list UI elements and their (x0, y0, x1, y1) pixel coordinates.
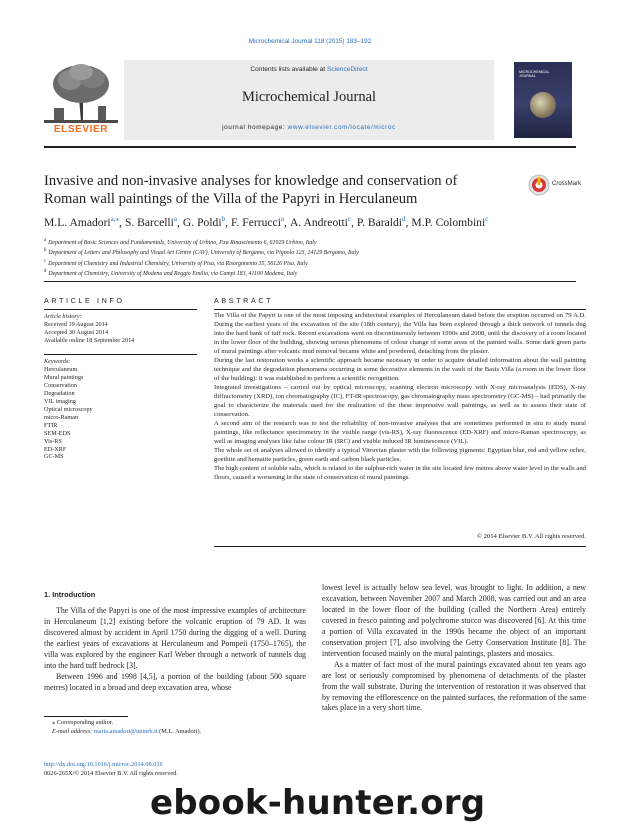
paper-title-line-2: Roman wall paintings of the Villa of the Papyri in Herculaneum (44, 191, 418, 207)
keyword: Conservation (44, 381, 77, 389)
author-name[interactable]: A. Andreotti (289, 215, 348, 229)
author-affiliation-marker[interactable]: c (347, 215, 352, 223)
author[interactable] (44, 216, 119, 229)
elsevier-wordmark: ELSEVIER (53, 124, 109, 135)
body-column-left (44, 606, 306, 694)
watermark: ebook-hunter.org (150, 783, 486, 823)
keywords-divider (44, 354, 197, 355)
author-affiliation-marker[interactable]: d (402, 215, 406, 223)
paper-title-line-1: Invasive and non-invasive analyses for knowledge and conservation of (44, 173, 458, 189)
keyword: GC-MS (44, 453, 64, 461)
paper-title (44, 172, 504, 208)
journal-cover-thumbnail[interactable] (514, 62, 572, 138)
author-email-link[interactable]: maria.amadori@uniurb.it (93, 727, 158, 735)
author-name[interactable]: M.L. Amadori (44, 215, 111, 229)
author[interactable] (290, 216, 351, 229)
crossmark-badge[interactable] (528, 174, 586, 196)
author[interactable] (357, 216, 406, 229)
history-online: Available online 18 September 2014 (44, 337, 135, 345)
history-accepted: Accepted 30 August 2014 (44, 329, 109, 337)
abstract-copyright: © 2014 Elsevier B.V. All rights reserved. (476, 533, 586, 540)
abstract-paragraph: A second aim of the research was to test the reliability of non-invasive analyses that are sometimes performed in situ to study mural paintings, like reflectance spectrometry in the visible range (vis-RS), X-ray fluorescence (ED-XRF) and micro-Raman spectroscopy, as well as imaging analyses like false colour IR (IRC) and visible induced IR luminescence (VIL). (214, 419, 586, 445)
body-paragraph: The Villa of the Papyri is one of the most impressive examples of architecture in Herculaneum [1,2] existing before the volcanic eruption of 79 AD. It was discovered almost by accident in April 1750 during the digging of a well. During the earliest years of excavations at Herculaneum and Pompeii (1750–1765), the villa was explored by the engineer Karl Weber through a network of tunnels dug into the hard tuff bedrock [3]. (44, 606, 306, 670)
author-name[interactable]: S. Barcelli (124, 215, 174, 229)
affiliation (44, 237, 584, 247)
section-heading-introduction: 1. Introduction (44, 590, 96, 599)
affiliation-text: Department of Chemistry and Industrial Chemistry, University of Pisa, via Risorgimento 35, 56126 Pisa, Italy (48, 260, 308, 267)
author[interactable] (231, 216, 284, 229)
keywords-label: Keywords: (44, 358, 71, 365)
keyword: SEM-EDS (44, 429, 71, 437)
author[interactable] (125, 216, 177, 229)
footnote-email-suffix: (M.L. Amadori). (157, 727, 202, 735)
footnote-marker: ⁎ (52, 719, 56, 726)
affiliation-key: a (44, 238, 47, 243)
author-name[interactable]: P. Baraldi (356, 215, 403, 229)
body-column-right (322, 583, 586, 714)
sciencedirect-link[interactable]: ScienceDirect (326, 66, 368, 73)
contents-available-line: Contents lists available at ScienceDirect (250, 66, 368, 73)
journal-homepage-link[interactable]: www.elsevier.com/locate/microc (287, 124, 396, 131)
affiliation-text: Department of Chemistry, University of Modena and Reggio Emilia, via Campi 183, 41100 Modena, Italy (48, 271, 298, 278)
affiliation (44, 247, 584, 257)
body-paragraph: As a matter of fact most of the mural paintings excavated about ten years ago are lost or seriously compromised by phenomena of detachments of the plaster from the wall substrate. During the intervention of restoration it was observed that by removing the efflorescence on the painted surfaces, the reformation of the same takes place in a very short time. (322, 659, 586, 713)
issn-copyright-line: 0026-265X/© 2014 Elsevier B.V. All rights reserved. (44, 770, 178, 777)
body-paragraph: Between 1996 and 1998 [4,5], a portion of the building (about 500 square metres) located in a broad and deep excavation area, whose (44, 671, 306, 692)
keyword: ED-XRF (44, 445, 67, 453)
abstract-paragraph: During the last restoration works a scientific approach became necessary in order to acquire detailed information about the wall painting technique and the degradation phenomena occurring in some decorative elements in the vault of the Basis Villa (a room in the lower floor of the building): it was established to perform a scientific recognition. (214, 356, 586, 382)
article-info-divider (44, 309, 197, 310)
keyword: VIL imaging (44, 397, 76, 405)
corresponding-author-footnote (52, 719, 201, 736)
journal-homepage-line: journal homepage: www.elsevier.com/locate/microc (222, 124, 396, 131)
author-affiliation-marker[interactable]: a (173, 215, 177, 223)
affiliation-key: b (44, 248, 47, 254)
history-received: Received 19 August 2014 (44, 321, 108, 328)
affiliation-list (44, 237, 584, 279)
keywords-list (44, 366, 93, 461)
footnote-corresponding: Corresponding author. (56, 719, 114, 726)
doi-link[interactable]: http://dx.doi.org/10.1016/j.microc.2014.08.016 (44, 761, 163, 768)
abstract-heading: ABSTRACT (214, 296, 274, 305)
author-affiliation-marker[interactable]: c (485, 215, 489, 223)
author-name[interactable]: F. Ferrucci (230, 215, 281, 229)
author-affiliation-marker[interactable]: b (221, 215, 226, 223)
body-paragraph: lowest level is actually below sea level, was brought to light. In addition, a new excavation, between November 2007 and March 2008, was carried out and an area located in the lower floor of the building (called the Northern Area) entirely covered in fresco painting and polychrome stucco was discovered [6]. At this time a portion of Villa excavated in the 1990s became the object of an important conservation project [7], also involving the Getty Conservation Institute [8]. The intervention focused mainly on the mural paintings, plasters and mosaics. (322, 583, 586, 658)
abstract-body (214, 312, 586, 483)
affiliation (44, 258, 584, 268)
author[interactable] (411, 216, 488, 229)
crossmark-icon (528, 174, 550, 196)
journal-title: Microchemical Journal (241, 89, 377, 105)
keyword: Mural paintings (44, 373, 84, 381)
affiliation-key: d (44, 269, 47, 275)
author-name[interactable]: M.P. Colombini (411, 215, 486, 229)
footnote-email-label: E-mail address: (52, 727, 94, 735)
affiliation-key: c (44, 258, 47, 264)
article-history (44, 321, 134, 346)
abstract-paragraph: The whole set of analyses allowed to identify a typical Vitruvian plaster with the following pigments: Egyptian blue, red and yellow ochre, goethite and hematite particles, green earth and carbon black particles. (214, 446, 586, 463)
journal-masthead (124, 60, 494, 140)
cover-image (530, 92, 556, 118)
crossmark-label: CrossMark (552, 181, 582, 187)
author-list: M.L. Amadori$^{a,⁎}$, S. Barcelli$^a$, G. Poldi$^b$, F. Ferrucci$^a$, A. Andreotti$^c$, P. Baraldi$^d$, M.P. Colombini$^c$ (44, 215, 489, 229)
abstract-end-divider (214, 546, 586, 547)
keyword: Degradation (44, 389, 75, 397)
author-affiliation-marker[interactable]: a (280, 215, 285, 223)
affiliation (44, 268, 584, 278)
keyword: Herculaneum (44, 366, 78, 373)
abstract-paragraph: Integrated investigations – carried out by optical microscopy, scanning electron microscopy with X-ray microanalysis (EDS), X-ray diffractometry (XRD), ion chromatography (IC), FT-IR spectroscopy, gas chromatography mass spectrometry (GC-MS) – had primarily the goal to characterize the materials used for the realization of the these impressive wall paintings, as well as to assess their state of conservation. (214, 383, 586, 418)
keyword: micro-Raman (44, 413, 79, 421)
author[interactable] (183, 216, 225, 229)
keyword: Optical microscopy (44, 405, 93, 413)
keyword: FTIR (44, 421, 58, 429)
journal-header (44, 60, 576, 140)
author-affiliation-marker[interactable]: a,⁎ (110, 215, 120, 223)
journal-citation[interactable]: Microchemical Journal 118 (2015) 183–192 (248, 38, 372, 45)
footnote-divider (44, 716, 128, 717)
cover-title: MICROCHEMICAL JOURNAL (519, 70, 550, 79)
keyword: Vis-RS (44, 437, 62, 445)
article-info-heading: ARTICLE INFO (44, 296, 125, 305)
affiliation-text: Department of Letters and Philosophy and Visual Art Centre (CAV), University of Bergamo, via Pignolo 123, 24129 Bergamo, Italy (48, 250, 359, 257)
header-divider (44, 146, 576, 148)
abstract-paragraph: The high content of soluble salts, which is related to the sulphur-rich water in the site located few metres above water level in the walls and floors, caused a worsening in the state of conservation of mural paintings. (214, 464, 586, 481)
affiliation-text: Department of Basic Sciences and Fundamentals, University of Urbino, P.za Rinascimento 6, 61029 Urbino, Italy (48, 239, 317, 246)
abstract-divider (214, 309, 586, 310)
article-history-label: Article history: (44, 313, 82, 320)
abstract-paragraph: The Villa of the Papyri is one of the most imposing architectural examples of Herculaneum dated before the eruption occurred on 79 A.D. During the earliest years of the excavation of the site (18th century), the Villa has been explored through a thick network of tunnels dug into the hard bank of tuff rock. Recent excavations went on discontinuously between 1990s and 2008, until the discovery of a room located in the lower floor of the building, showing serious phenomena of colour change of some areas of the painted walls. Some dark green parts of mural paintings after volcanic mud removal became white and powdered, detaching from the plaster. (214, 312, 586, 355)
affiliation-divider (44, 281, 576, 282)
author-name[interactable]: G. Poldi (182, 215, 222, 229)
